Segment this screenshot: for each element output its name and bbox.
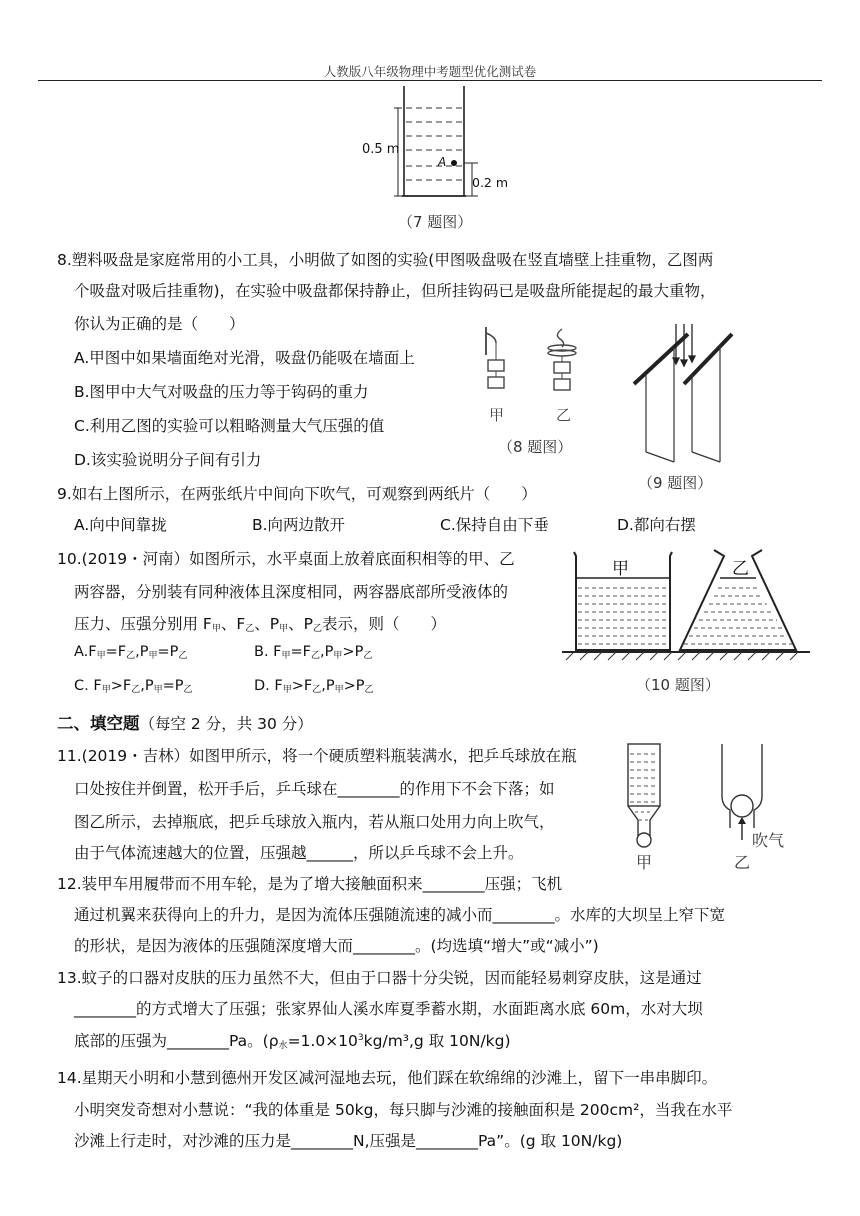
q8-stem-line2: 个吸盘对吸后挂重物)，在实验中吸盘都保持静止，但所挂钩码已是吸盘所能提起的最大重物， [74, 282, 716, 300]
q9-option-c: C.保持自由下垂 [440, 516, 549, 534]
figure-7-caption: （7 题图） [398, 213, 473, 231]
q10-option-b: B. $F_甲=F_乙,P_甲>P_乙$ [254, 644, 373, 661]
figure-8-label-yi: 乙 [556, 406, 572, 424]
q9-stem: 9.如右上图所示，在两张纸片中间向下吹气，可观察到两纸片（ ） [57, 485, 537, 503]
q10-option-a: $A.F_甲=F_乙,P_甲=P_乙$ [74, 644, 188, 661]
q14-stem-line3: 沙滩上行走时，对沙滩的压力是________N,压强是________Pa”。(g 取 10N/kg) [74, 1132, 623, 1150]
figure-10-containers-diagram [562, 546, 812, 664]
page-header: 人教版八年级物理中考题型优化测试卷 [323, 64, 537, 79]
figure-8-label-jia: 甲 [489, 406, 505, 424]
figure-8-caption: （8 题图） [498, 438, 573, 456]
q10-stem-line1: 10.(2019・河南）如图所示，水平桌面上放着底面积相等的甲、乙 [57, 550, 515, 568]
q12-stem-line2: 通过机翼来获得向上的升力，是因为流体压强随流速的减小而________。水库的大坝呈上窄下宽 [74, 906, 726, 924]
q8-stem-line1: 8.塑料吸盘是家庭常用的小工具，小明做了如图的实验(甲图吸盘吸在竖直墙壁上挂重物，乙图两 [57, 251, 714, 269]
q13-stem-line3: 底部的压强为________Pa。($\rho_水=1.0\times 10^3kg/m^3,g$ 取 10N/kg) [74, 1032, 511, 1051]
q13-stem-line2: ________的方式增大了压强；张家界仙人溪水库夏季蓄水期，水面距离水底 60m，水对大坝 [74, 1000, 703, 1018]
q11-stem-line1: 11.(2019・吉林）如图甲所示，将一个硬质塑料瓶装满水，把乒乓球放在瓶 [57, 747, 577, 765]
figure-11-label-jia: 甲 [636, 853, 653, 872]
figure-7-depth-label: 0.2 m [472, 175, 509, 190]
figure-10-caption: （10 题图） [636, 676, 720, 694]
q8-option-d: D.该实验说明分子间有引力 [74, 451, 262, 469]
figure-11-label-yi: 乙 [734, 853, 751, 872]
header-rule [38, 80, 822, 81]
figure-10-label-yi: 乙 [732, 559, 749, 579]
figure-9-paper-sheets-diagram [628, 322, 738, 472]
figure-8-suction-cups-diagram [478, 325, 598, 410]
q12-stem-line3: 的形状，是因为液体的压强随深度增大而________。(均选填“增大”或“减小”) [74, 937, 599, 955]
figure-7-height-label: 0.5 m [362, 142, 400, 157]
q10-option-d: D. $F_甲>F_乙,P_甲>P_乙$ [254, 678, 374, 695]
q9-option-b: B.向两边散开 [252, 516, 346, 534]
q14-stem-line1: 14.星期天小明和小慧到德州开发区减河湿地去玩，他们踩在软绵绵的沙滩上，留下一串串脚印。 [57, 1069, 718, 1087]
q10-stem-line2: 两容器，分别装有同种液体且深度相同，两容器底部所受液体的 [74, 583, 509, 601]
q8-stem-line3: 你认为正确的是（ ） [74, 315, 245, 333]
q14-stem-line2: 小明突发奇想对小慧说：“我的体重是 50kg，每只脚与沙滩的接触面积是 200cm²，当我在水平 [74, 1101, 733, 1119]
figure-10-label-jia: 甲 [612, 559, 629, 579]
figure-9-caption: （9 题图） [638, 474, 713, 492]
q13-stem-line1: 13.蚊子的口器对皮肤的压力虽然不大，但由于口器十分尖锐，因而能轻易刺穿皮肤，这是通过 [57, 969, 702, 987]
q10-stem-line3: 压力、压强分别用 $F_甲$、$F_乙$、$P_甲$、$P_乙$表示，则（ ） [74, 615, 447, 634]
q9-option-d: D.都向右摆 [617, 516, 696, 534]
q11-stem-line2: 口处按住并倒置，松开手后，乒乓球在________的作用下不会下落；如 [74, 780, 555, 798]
q8-option-c: C.利用乙图的实验可以粗略测量大气压强的值 [74, 417, 385, 435]
q11-stem-line4: 由于气体流速越大的位置，压强越______，所以乒乓球不会上升。 [74, 844, 524, 862]
section-2-title: 二、填空题（每空 2 分，共 30 分） [57, 714, 313, 733]
q10-option-c: C. $F_甲>F_乙,P_甲=P_乙$ [74, 678, 193, 695]
q9-option-a: A.向中间靠拢 [74, 516, 167, 534]
figure-7-point-label: A [438, 155, 447, 169]
figure-11-blow-label: 吹气 [752, 831, 785, 850]
q8-option-a: A.甲图中如果墙面绝对光滑，吸盘仍能吸在墙面上 [74, 349, 415, 367]
q8-option-b: B.图甲中大气对吸盘的压力等于钩码的重力 [74, 383, 369, 401]
q12-stem-line1: 12.装甲车用履带而不用车轮，是为了增大接触面积来________压强；飞机 [57, 875, 563, 893]
q11-stem-line3: 图乙所示，去掉瓶底，把乒乓球放入瓶内，若从瓶口处用力向上吹气， [74, 813, 555, 831]
